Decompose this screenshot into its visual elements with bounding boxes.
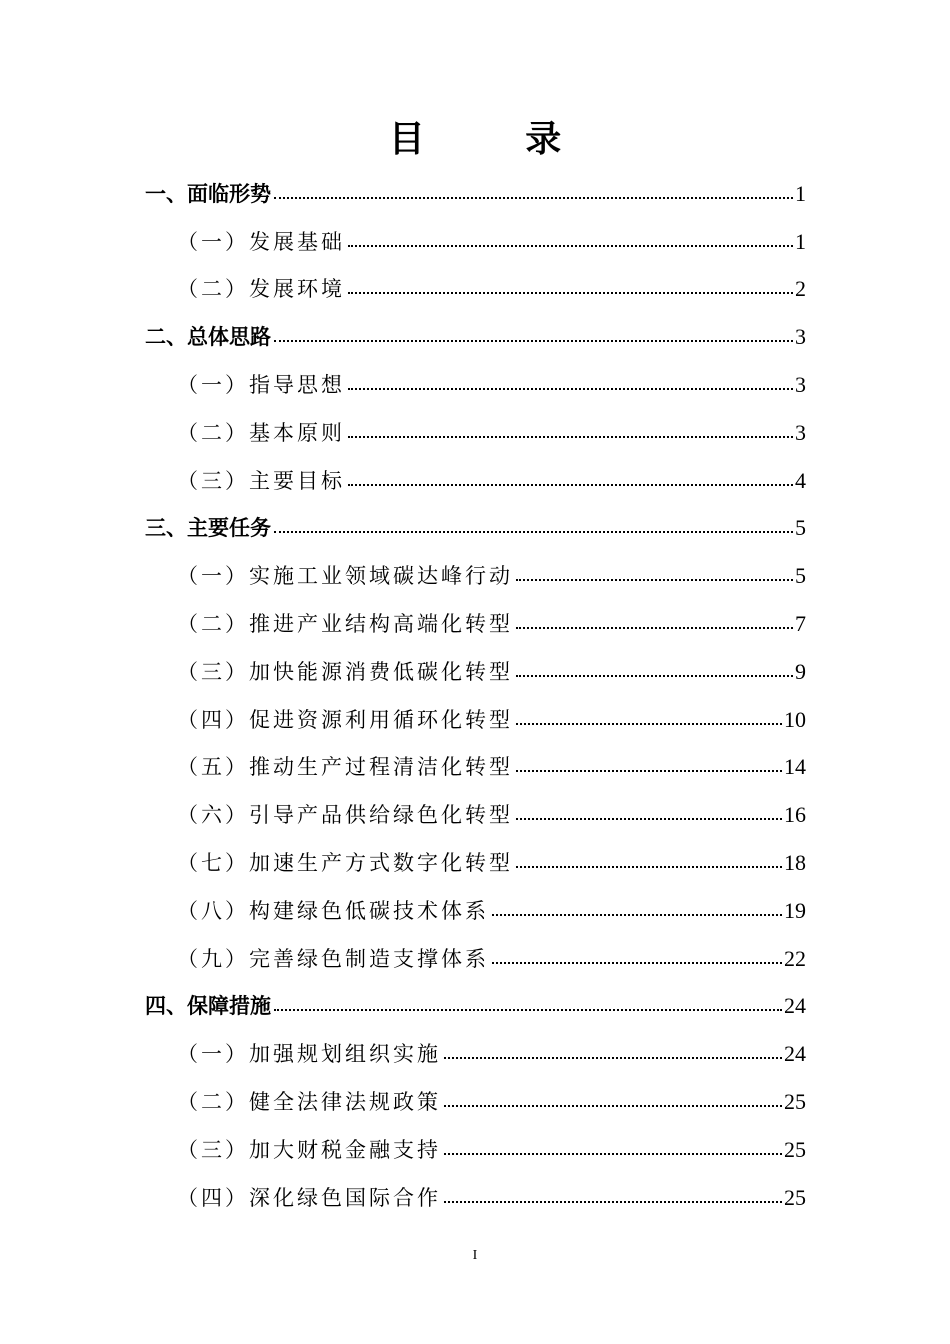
toc-entry-label: （三）主要目标 <box>177 468 345 493</box>
toc-entry-page: 5 <box>795 515 806 541</box>
toc-entry-label: （四）深化绿色国际合作 <box>177 1185 441 1210</box>
page-title: 目 录 <box>388 119 606 160</box>
toc-entry-page: 16 <box>784 802 806 828</box>
toc-entry-label: （二）发展环境 <box>177 277 345 302</box>
toc-entry[interactable] <box>0 839 950 887</box>
dot-leader <box>516 579 793 581</box>
toc-entry-label: （一）指导思想 <box>177 373 345 398</box>
toc-entry-page: 14 <box>784 754 806 780</box>
dot-leader <box>516 770 782 772</box>
toc-entry-label: （二）推进产业结构高端化转型 <box>177 612 513 637</box>
toc-entry-page: 18 <box>784 850 806 876</box>
toc-entry[interactable] <box>0 887 950 935</box>
dot-leader <box>348 245 793 247</box>
toc-entry[interactable] <box>0 600 950 648</box>
dot-leader <box>274 340 793 342</box>
toc-entry[interactable] <box>0 1078 950 1126</box>
toc-entry[interactable] <box>0 744 950 792</box>
toc-entry-page: 25 <box>784 1089 806 1115</box>
dot-leader <box>516 723 782 725</box>
toc-entry-page: 2 <box>795 276 806 302</box>
dot-leader <box>348 388 793 390</box>
toc-entry[interactable] <box>0 457 950 505</box>
toc-entry-page: 9 <box>795 658 806 684</box>
toc-entry-page: 3 <box>795 372 806 398</box>
toc-entry[interactable] <box>0 696 950 744</box>
dot-leader <box>348 484 793 486</box>
toc-entry-label: （一）加强规划组织实施 <box>177 1042 441 1067</box>
dot-leader <box>516 675 793 677</box>
toc-entry[interactable] <box>0 935 950 983</box>
dot-leader <box>444 1153 782 1155</box>
dot-leader <box>444 1201 782 1203</box>
toc-entry-page: 1 <box>795 228 806 254</box>
toc-entry-label: 一、面临形势 <box>145 181 271 206</box>
dot-leader <box>274 1009 782 1011</box>
toc-entry-label: （二）健全法律法规政策 <box>177 1090 441 1115</box>
toc-entry[interactable] <box>0 1174 950 1222</box>
toc-entry-label: （五）推动生产过程清洁化转型 <box>177 755 513 780</box>
toc-entry-label: 四、保障措施 <box>145 994 271 1019</box>
dot-leader <box>348 436 793 438</box>
toc-entry-label: （三）加快能源消费低碳化转型 <box>177 659 513 684</box>
toc-entry-page: 24 <box>784 1041 806 1067</box>
toc-entry-page: 1 <box>795 180 806 206</box>
toc-entry-page: 7 <box>795 611 806 637</box>
toc-entry[interactable] <box>0 1030 950 1078</box>
toc-entry[interactable] <box>0 552 950 600</box>
toc-entry-page: 3 <box>795 324 806 350</box>
toc-entry-page: 25 <box>784 1184 806 1210</box>
dot-leader <box>516 627 793 629</box>
page-number: I <box>472 1248 478 1263</box>
table-of-contents <box>0 170 950 1222</box>
toc-entry[interactable] <box>0 361 950 409</box>
dot-leader <box>274 531 793 533</box>
toc-entry-page: 24 <box>784 993 806 1019</box>
toc-entry-label: 二、总体思路 <box>145 325 271 350</box>
toc-entry-label: 三、主要任务 <box>145 516 271 541</box>
toc-entry-page: 25 <box>784 1136 806 1162</box>
toc-entry-label: （一）实施工业领域碳达峰行动 <box>177 564 513 589</box>
dot-leader <box>516 866 782 868</box>
toc-entry-label: （八）构建绿色低碳技术体系 <box>177 898 489 923</box>
toc-entry-page: 3 <box>795 419 806 445</box>
dot-leader <box>492 914 782 916</box>
toc-entry[interactable] <box>0 313 950 361</box>
dot-leader <box>444 1057 782 1059</box>
toc-entry-label: （七）加速生产方式数字化转型 <box>177 851 513 876</box>
toc-entry-page: 22 <box>784 945 806 971</box>
toc-entry[interactable] <box>0 505 950 553</box>
dot-leader <box>348 292 793 294</box>
toc-entry[interactable] <box>0 218 950 266</box>
toc-entry[interactable] <box>0 170 950 218</box>
toc-entry-label: （四）促进资源利用循环化转型 <box>177 707 513 732</box>
toc-entry-label: （六）引导产品供给绿色化转型 <box>177 803 513 828</box>
dot-leader <box>274 197 793 199</box>
toc-entry-page: 10 <box>784 706 806 732</box>
toc-entry[interactable] <box>0 409 950 457</box>
toc-entry-label: （二）基本原则 <box>177 420 345 445</box>
toc-entry-page: 4 <box>795 467 806 493</box>
dot-leader <box>492 962 782 964</box>
dot-leader <box>444 1105 782 1107</box>
toc-entry[interactable] <box>0 983 950 1031</box>
toc-entry[interactable] <box>0 791 950 839</box>
toc-entry[interactable] <box>0 648 950 696</box>
toc-entry-label: （一）发展基础 <box>177 229 345 254</box>
toc-entry-page: 19 <box>784 897 806 923</box>
toc-entry[interactable] <box>0 1126 950 1174</box>
toc-entry[interactable] <box>0 266 950 314</box>
dot-leader <box>516 818 782 820</box>
toc-entry-page: 5 <box>795 563 806 589</box>
toc-entry-label: （九）完善绿色制造支撑体系 <box>177 946 489 971</box>
toc-entry-label: （三）加大财税金融支持 <box>177 1137 441 1162</box>
